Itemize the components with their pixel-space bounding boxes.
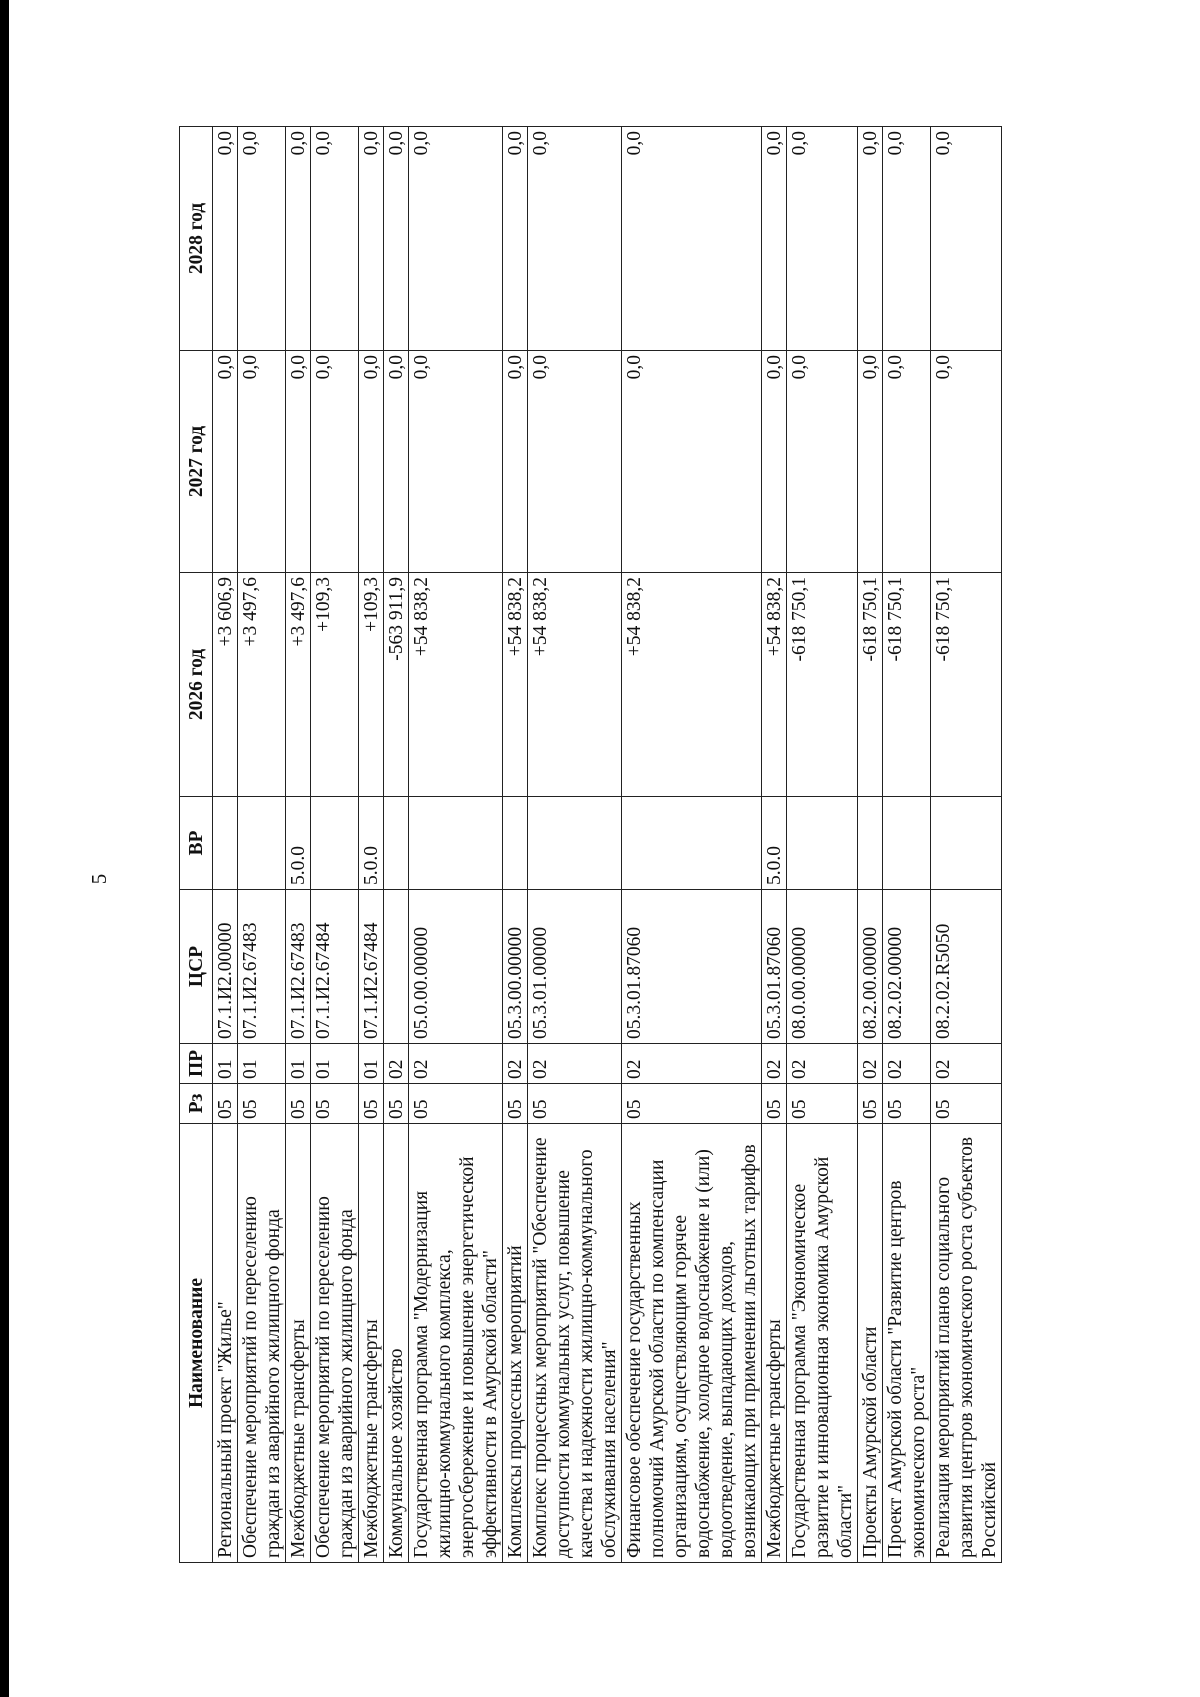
cell-vr xyxy=(622,797,762,890)
cell-pr: 01 xyxy=(286,1044,311,1084)
cell-name: Государственная программа "Модернизация жилищно-коммунального комплекса, энергосбережение и повышение энергетической эффективности в Амурской области" xyxy=(409,1124,503,1563)
cell-pr: 01 xyxy=(359,1044,384,1084)
table-body xyxy=(213,127,1002,1563)
cell-csr: 08.2.02.R5050 xyxy=(931,890,1002,1044)
cell-csr: 07.1.И2.00000 xyxy=(213,890,238,1044)
header-2028: 2028 год xyxy=(180,127,213,351)
cell-name: Реализация мероприятий планов социального развития центров экономического роста субъектов Российской xyxy=(931,1124,1002,1563)
cell-rz: 05 xyxy=(503,1084,528,1124)
cell-2027: 0,0 xyxy=(213,351,238,573)
cell-rz: 05 xyxy=(311,1084,359,1124)
cell-vr xyxy=(931,797,1002,890)
cell-vr xyxy=(787,797,858,890)
table-row xyxy=(311,127,359,1563)
cell-name: Обеспечение мероприятий по переселению граждан из аварийного жилищного фонда xyxy=(238,1124,286,1563)
table-row xyxy=(213,127,238,1563)
table-row xyxy=(883,127,931,1563)
cell-2028: 0,0 xyxy=(409,127,503,351)
cell-pr: 02 xyxy=(409,1044,503,1084)
cell-csr: 05.3.00.00000 xyxy=(503,890,528,1044)
table-row xyxy=(384,127,409,1563)
cell-rz: 05 xyxy=(883,1084,931,1124)
cell-rz: 05 xyxy=(359,1084,384,1124)
cell-2027: 0,0 xyxy=(528,351,622,573)
cell-name: Проекты Амурской области xyxy=(858,1124,883,1563)
rotated-table-wrapper xyxy=(179,127,1042,1563)
cell-2026: +54 838,2 xyxy=(409,573,503,797)
cell-2026: -618 750,1 xyxy=(931,573,1002,797)
cell-pr: 01 xyxy=(213,1044,238,1084)
header-csr: ЦСР xyxy=(180,890,213,1044)
cell-pr: 02 xyxy=(858,1044,883,1084)
cell-vr: 5.0.0 xyxy=(762,797,787,890)
cell-2028: 0,0 xyxy=(213,127,238,351)
cell-2028: 0,0 xyxy=(528,127,622,351)
cell-pr: 02 xyxy=(503,1044,528,1084)
cell-csr: 07.1.И2.67483 xyxy=(238,890,286,1044)
cell-vr xyxy=(503,797,528,890)
cell-2028: 0,0 xyxy=(311,127,359,351)
scan-edge xyxy=(0,0,9,1697)
cell-2027: 0,0 xyxy=(622,351,762,573)
cell-2028: 0,0 xyxy=(359,127,384,351)
cell-rz: 05 xyxy=(238,1084,286,1124)
cell-2027: 0,0 xyxy=(858,351,883,573)
cell-2028: 0,0 xyxy=(858,127,883,351)
header-pr: ПР xyxy=(180,1044,213,1084)
header-2027: 2027 год xyxy=(180,351,213,573)
table-row xyxy=(359,127,384,1563)
cell-rz: 05 xyxy=(528,1084,622,1124)
cell-vr: 5.0.0 xyxy=(359,797,384,890)
cell-csr: 07.1.И2.67483 xyxy=(286,890,311,1044)
cell-2026: +3 497,6 xyxy=(238,573,286,797)
cell-2028: 0,0 xyxy=(787,127,858,351)
cell-rz: 05 xyxy=(787,1084,858,1124)
cell-name: Комплекс процессных мероприятий "Обеспечение доступности коммунальных услуг, повышение качества и надежности жилищно-коммунального обслуживания населения" xyxy=(528,1124,622,1563)
cell-2028: 0,0 xyxy=(762,127,787,351)
cell-2028: 0,0 xyxy=(384,127,409,351)
cell-pr: 01 xyxy=(238,1044,286,1084)
header-name: Наименование xyxy=(180,1124,213,1563)
cell-2027: 0,0 xyxy=(384,351,409,573)
cell-2026: +109,3 xyxy=(311,573,359,797)
cell-rz: 05 xyxy=(286,1084,311,1124)
cell-2026: +109,3 xyxy=(359,573,384,797)
cell-vr: 5.0.0 xyxy=(286,797,311,890)
cell-vr xyxy=(311,797,359,890)
table-row xyxy=(762,127,787,1563)
cell-2026: -618 750,1 xyxy=(858,573,883,797)
table-row xyxy=(238,127,286,1563)
cell-2026: +54 838,2 xyxy=(622,573,762,797)
cell-name: Финансовое обеспечение государственных полномочий Амурской области по компенсации организациям, осуществляющим горячее водоснабжение, холодное водоснабжение и (или) водоотведение, выпадающих доходов, возникающих при применении льготных тарифов xyxy=(622,1124,762,1563)
cell-vr xyxy=(409,797,503,890)
cell-2027: 0,0 xyxy=(931,351,1002,573)
cell-2027: 0,0 xyxy=(883,351,931,573)
cell-2028: 0,0 xyxy=(622,127,762,351)
cell-rz: 05 xyxy=(213,1084,238,1124)
cell-vr xyxy=(528,797,622,890)
cell-pr: 02 xyxy=(384,1044,409,1084)
cell-pr: 02 xyxy=(528,1044,622,1084)
cell-name: Межбюджетные трансферты xyxy=(359,1124,384,1563)
cell-pr: 02 xyxy=(883,1044,931,1084)
cell-vr xyxy=(883,797,931,890)
cell-vr xyxy=(858,797,883,890)
cell-csr: 07.1.И2.67484 xyxy=(311,890,359,1044)
cell-csr: 05.3.01.87060 xyxy=(622,890,762,1044)
header-rz: Рз xyxy=(180,1084,213,1124)
cell-name: Комплексы процессных мероприятий xyxy=(503,1124,528,1563)
cell-2026: -563 911,9 xyxy=(384,573,409,797)
cell-2027: 0,0 xyxy=(409,351,503,573)
table-row xyxy=(622,127,762,1563)
cell-2027: 0,0 xyxy=(286,351,311,573)
cell-csr: 05.0.00.00000 xyxy=(409,890,503,1044)
budget-table xyxy=(179,126,1002,1563)
cell-rz: 05 xyxy=(622,1084,762,1124)
table-row xyxy=(286,127,311,1563)
cell-2028: 0,0 xyxy=(883,127,931,351)
cell-rz: 05 xyxy=(858,1084,883,1124)
cell-csr: 08.0.00.00000 xyxy=(787,890,858,1044)
cell-2026: -618 750,1 xyxy=(787,573,858,797)
cell-2028: 0,0 xyxy=(238,127,286,351)
cell-vr xyxy=(238,797,286,890)
cell-2028: 0,0 xyxy=(931,127,1002,351)
cell-name: Обеспечение мероприятий по переселению граждан из аварийного жилищного фонда xyxy=(311,1124,359,1563)
cell-csr: 08.2.02.00000 xyxy=(883,890,931,1044)
cell-name: Коммунальное хозяйство xyxy=(384,1124,409,1563)
cell-name: Межбюджетные трансферты xyxy=(762,1124,787,1563)
cell-2027: 0,0 xyxy=(762,351,787,573)
table-row xyxy=(858,127,883,1563)
cell-2027: 0,0 xyxy=(359,351,384,573)
cell-csr: 08.2.00.00000 xyxy=(858,890,883,1044)
table-header-row xyxy=(180,127,213,1563)
table-row xyxy=(503,127,528,1563)
cell-2027: 0,0 xyxy=(238,351,286,573)
cell-vr xyxy=(213,797,238,890)
cell-rz: 05 xyxy=(409,1084,503,1124)
cell-2028: 0,0 xyxy=(503,127,528,351)
cell-pr: 02 xyxy=(622,1044,762,1084)
cell-2027: 0,0 xyxy=(311,351,359,573)
header-vr: ВР xyxy=(180,797,213,890)
cell-2027: 0,0 xyxy=(503,351,528,573)
cell-csr: 05.3.01.87060 xyxy=(762,890,787,1044)
table-row xyxy=(409,127,503,1563)
cell-2026: -618 750,1 xyxy=(883,573,931,797)
cell-2026: +3 606,9 xyxy=(213,573,238,797)
cell-pr: 02 xyxy=(762,1044,787,1084)
cell-2027: 0,0 xyxy=(787,351,858,573)
cell-csr: 05.3.01.00000 xyxy=(528,890,622,1044)
cell-rz: 05 xyxy=(762,1084,787,1124)
page-number: 5 xyxy=(87,873,111,885)
cell-2026: +54 838,2 xyxy=(503,573,528,797)
cell-rz: 05 xyxy=(931,1084,1002,1124)
cell-csr: 07.1.И2.67484 xyxy=(359,890,384,1044)
table-row xyxy=(787,127,858,1563)
cell-name: Межбюджетные трансферты xyxy=(286,1124,311,1563)
cell-rz: 05 xyxy=(384,1084,409,1124)
cell-name: Проект Амурской области "Развитие центров экономического роста" xyxy=(883,1124,931,1563)
cell-2026: +54 838,2 xyxy=(528,573,622,797)
cell-pr: 02 xyxy=(787,1044,858,1084)
header-2026: 2026 год xyxy=(180,573,213,797)
cell-2026: +3 497,6 xyxy=(286,573,311,797)
table-row xyxy=(528,127,622,1563)
cell-name: Региональный проект "Жилье" xyxy=(213,1124,238,1563)
cell-2028: 0,0 xyxy=(286,127,311,351)
cell-2026: +54 838,2 xyxy=(762,573,787,797)
cell-name: Государственная программа "Экономическое развитие и инновационная экономика Амурской области" xyxy=(787,1124,858,1563)
table-row xyxy=(931,127,1002,1563)
cell-pr: 02 xyxy=(931,1044,1002,1084)
cell-pr: 01 xyxy=(311,1044,359,1084)
cell-csr xyxy=(384,890,409,1044)
cell-vr xyxy=(384,797,409,890)
